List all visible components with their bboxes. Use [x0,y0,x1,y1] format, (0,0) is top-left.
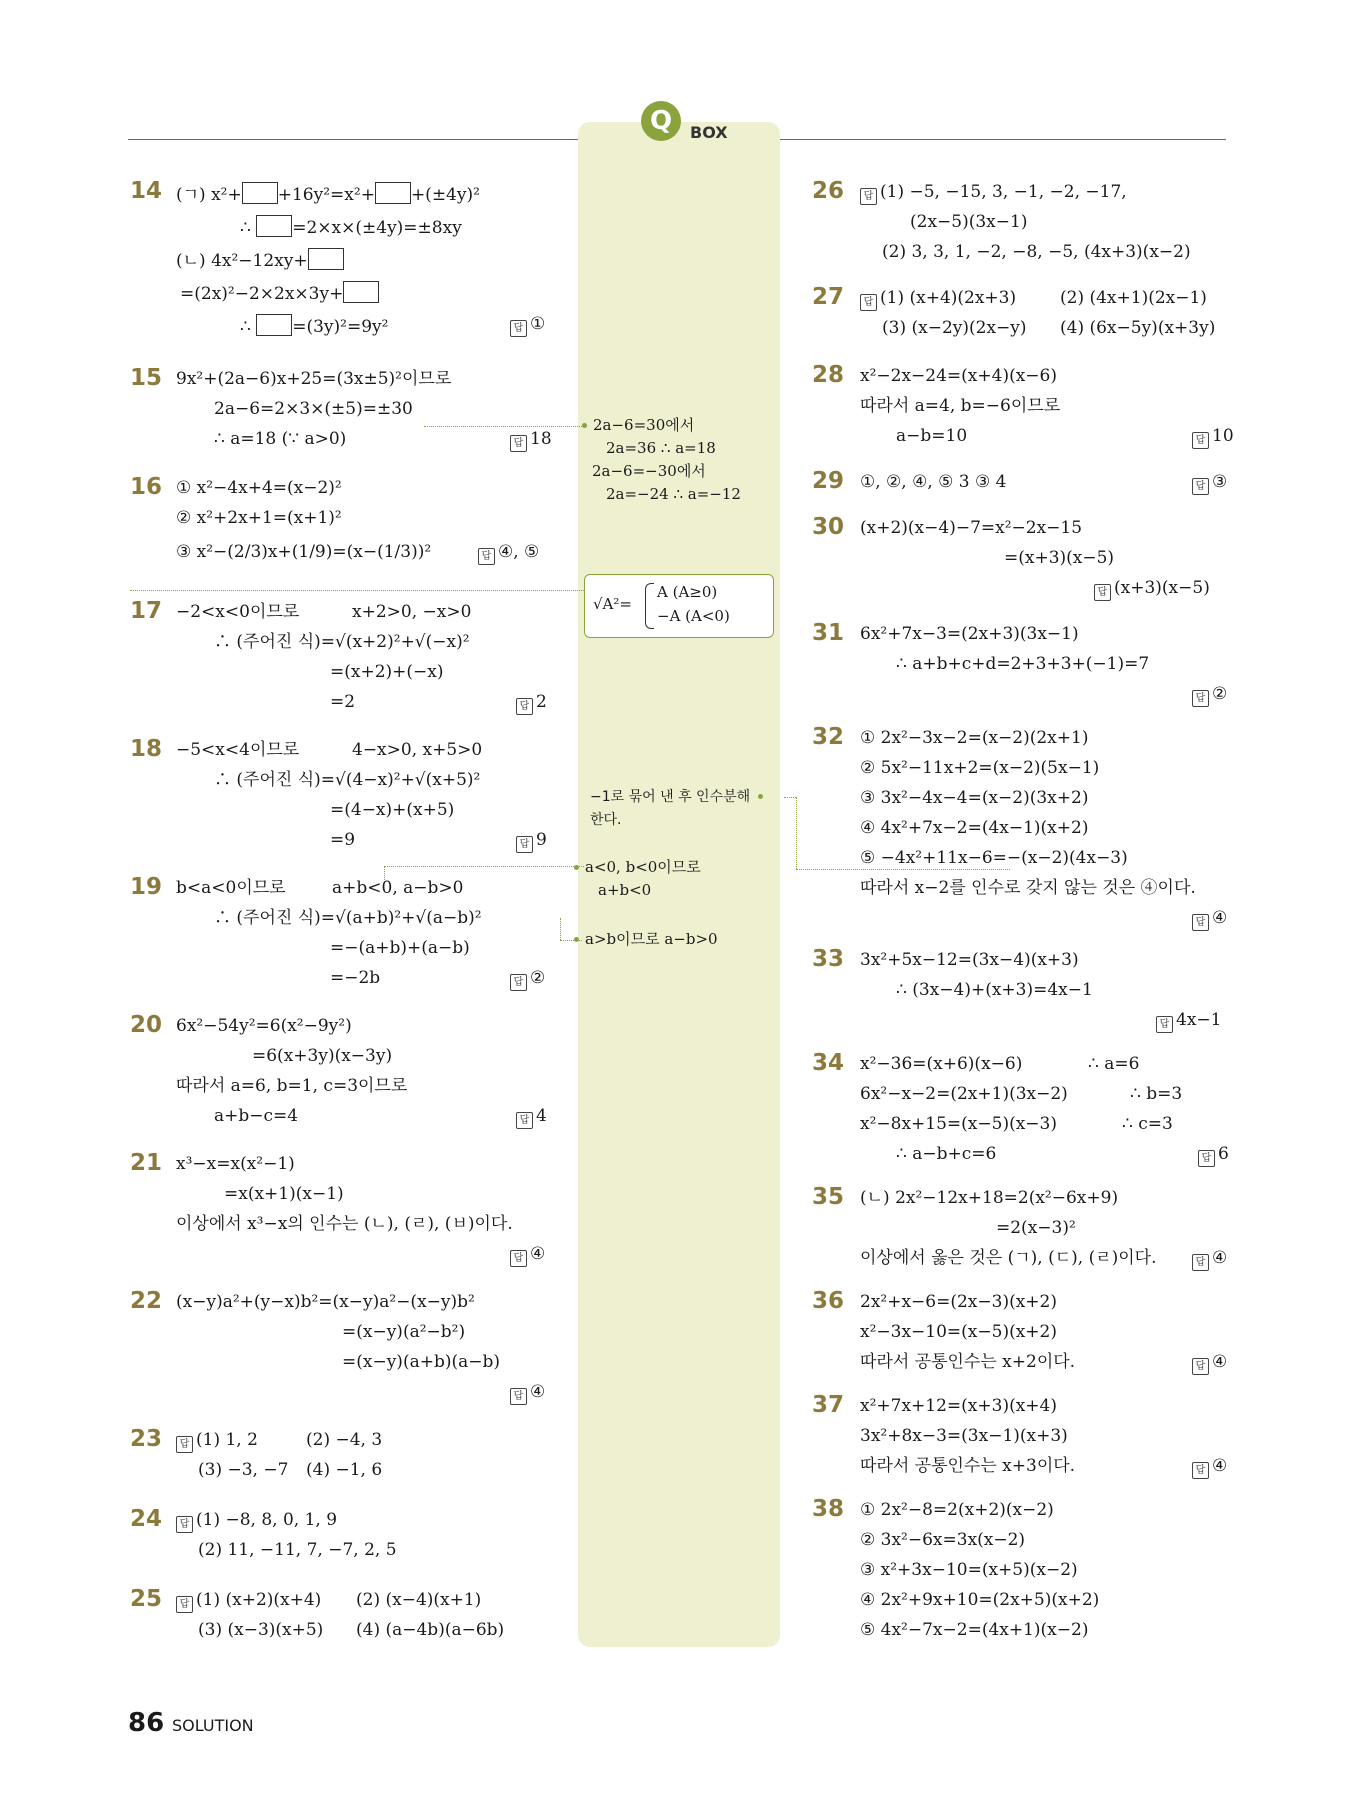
p22-line-2: =(x−y)(a²−b²) [342,1322,466,1342]
problem-number: 23 [130,1426,163,1452]
bullet-icon [758,794,763,799]
p26-line-2: (2x−5)(3x−1) [910,212,1028,232]
problem-number: 18 [130,736,163,762]
answer-icon: 답 [516,836,533,853]
p23-line-3: (3) −3, −7 [198,1460,289,1480]
p23-line-4: (4) −1, 6 [306,1460,383,1480]
note-32: −1로 묶어 낸 후 인수분해 한다. [590,786,769,832]
p21-line-3: 이상에서 x³−x의 인수는 (ㄴ), (ㄹ), (ㅂ)이다. [176,1214,513,1234]
problem-number: 20 [130,1012,163,1038]
p37-line-2: 3x²+8x−3=(3x−1)(x+3) [860,1426,1068,1446]
problem-number: 38 [812,1496,845,1522]
p25-line-2: (2) (x−4)(x+1) [356,1590,482,1610]
qbox-logo-text: BOX [690,123,728,142]
p14-line-a2: +16y²=x²+ [277,185,375,205]
answer: 답 ④ [510,1382,545,1405]
problem-number: 29 [812,468,845,494]
answer-icon: 답 [176,1436,193,1453]
p21-line-1: x³−x=x(x²−1) [176,1154,295,1174]
p36-line-1: 2x²+x−6=(2x−3)(x+2) [860,1292,1057,1312]
leader-line [130,590,584,591]
p38-line-3: ③ x²+3x−10=(x+5)(x−2) [860,1560,1078,1580]
answer-icon: 답 [1094,584,1111,601]
answer: 답 ② [1192,684,1227,707]
answer: 답 ④ [1192,1248,1227,1271]
p15-line-2: 2a−6=2×3×(±5)=±30 [214,399,413,419]
answer: 답 ④ [510,1244,545,1267]
leader-line [796,869,1010,870]
p38-line-2: ② 3x²−6x=3x(x−2) [860,1530,1026,1550]
bullet-icon [574,937,579,942]
p15-line-1: 9x²+(2a−6)x+25=(3x±5)²이므로 [176,369,452,389]
leader-line [784,797,796,798]
answer: 답 6 [1198,1144,1229,1167]
p37-line-1: x²+7x+12=(x+3)(x+4) [860,1396,1057,1416]
p19-line-3: ∴ (주어진 식)=√(a+b)²+√(a−b)² [214,908,482,928]
bullet-icon [574,865,579,870]
answer-icon: 답 [176,1516,193,1533]
problem-number: 14 [130,178,163,204]
p14-therefore2: ∴ [240,317,251,337]
p18-line-4: =(4−x)+(x+5) [330,800,455,820]
answer-icon: 답 [1192,478,1209,495]
bullet-icon [582,423,587,428]
blank-box [256,215,292,237]
p14-line-a3: +(±4y)² [410,185,480,205]
leader-line [384,866,584,867]
blank-box [375,182,411,204]
p18-line-1: −5<x<4이므로 [176,740,300,760]
p34-line-4: ∴ b=3 [1130,1084,1183,1104]
answer: 답 10 [1192,426,1234,449]
p17-line-2: x+2>0, −x>0 [352,602,472,622]
answer-icon: 답 [1192,690,1209,707]
p38-line-5: ⑤ 4x²−7x−2=(4x+1)(x−2) [860,1620,1089,1640]
p14-line-c: (ㄴ) 4x²−12xy+ [176,251,308,271]
answer-icon: 답 [510,1250,527,1267]
p23-line-1: (1) 1, 2 [196,1430,258,1450]
p31-line-1: 6x²+7x−3=(2x+3)(3x−1) [860,624,1079,644]
problem-number: 22 [130,1288,163,1314]
answer-icon: 답 [1192,432,1209,449]
problem-number: 27 [812,284,845,310]
answer-icon: 답 [510,974,527,991]
blank-box [242,182,278,204]
p34-line-1: x²−36=(x+6)(x−6) [860,1054,1023,1074]
p17-line-1: −2<x<0이므로 [176,602,300,622]
p35-line-3: 이상에서 옳은 것은 (ㄱ), (ㄷ), (ㄹ)이다. [860,1248,1157,1268]
p16-line-2: ② x²+2x+1=(x+1)² [176,508,342,528]
answer: 답 4 [516,1106,547,1129]
p32-line-6: 따라서 x−2를 인수로 갖지 않는 것은 ④이다. [860,878,1196,898]
p32-line-4: ④ 4x²+7x−2=(4x−1)(x+2) [860,818,1089,838]
problem-number: 21 [130,1150,163,1176]
p22-line-3: =(x−y)(a+b)(a−b) [342,1352,500,1372]
p34-line-3: 6x²−x−2=(2x+1)(3x−2) [860,1084,1068,1104]
p24-line-1: (1) −8, 8, 0, 1, 9 [196,1510,338,1530]
answer: 답 18 [510,429,552,452]
p14-therefore: ∴ [240,218,251,238]
sqrt-rule-lhs: √A²= [593,595,632,613]
p27-line-2: (2) (4x+1)(2x−1) [1060,288,1207,308]
p25-line-1: (1) (x+2)(x+4) [196,1590,322,1610]
p35-line-2: =2(x−3)² [996,1218,1076,1238]
answer-icon: 답 [1192,1358,1209,1375]
p25-line-4: (4) (a−4b)(a−6b) [356,1620,505,1640]
p34-line-7: ∴ a−b+c=6 [896,1144,997,1164]
p26-line-1: (1) −5, −15, 3, −1, −2, −17, [880,182,1127,202]
problem-number: 30 [812,514,845,540]
brace-icon [645,583,654,629]
problem-number: 35 [812,1184,845,1210]
p18-line-3: ∴ (주어진 식)=√(4−x)²+√(x+5)² [214,770,481,790]
note-19a: a<0, b<0이므로 a+b<0 [574,856,701,902]
leader-line [796,797,797,869]
answer-icon: 답 [510,435,527,452]
leader-line [560,918,561,940]
problem-number: 16 [130,474,163,500]
answer-icon: 답 [1198,1150,1215,1167]
p20-line-1: 6x²−54y²=6(x²−9y²) [176,1016,352,1036]
p28-line-1: x²−2x−24=(x+4)(x−6) [860,366,1057,386]
p32-line-5: ⑤ −4x²+11x−6=−(x−2)(4x−3) [860,848,1128,868]
p19-line-1: b<a<0이므로 [176,878,286,898]
answer: 답 ④ [1192,1456,1227,1479]
problem-number: 25 [130,1586,163,1612]
p32-line-2: ② 5x²−11x+2=(x−2)(5x−1) [860,758,1100,778]
p14-line-d: =(2x)²−2×2x×3y+ [180,284,344,304]
p15-line-3: ∴ a=18 (∵ a>0) [214,429,347,449]
answer: 답 ③ [1192,472,1227,495]
answer: 답 9 [516,830,547,853]
problem-number: 33 [812,946,845,972]
p19-line-4: =−(a+b)+(a−b) [330,938,470,958]
p32-line-1: ① 2x²−3x−2=(x−2)(2x+1) [860,728,1089,748]
p18-line-2: 4−x>0, x+5>0 [352,740,483,760]
answer-icon: 답 [510,320,527,337]
p19-line-5: =−2b [330,968,381,988]
problem-number: 31 [812,620,845,646]
blank-box [256,314,292,336]
answer: 답 ② [510,968,545,991]
p14-line-e: =(3y)²=9y² [292,317,389,337]
p27-line-3: (3) (x−2y)(2x−y) [882,318,1027,338]
p21-line-2: =x(x+1)(x−1) [224,1184,344,1204]
answer: 답 ④ [1192,1352,1227,1375]
problem-number: 24 [130,1506,163,1532]
problem-number: 37 [812,1392,845,1418]
p23-line-2: (2) −4, 3 [306,1430,383,1450]
p17-line-4: =(x+2)+(−x) [330,662,444,682]
p20-line-4: a+b−c=4 [214,1106,299,1126]
p38-line-4: ④ 2x²+9x+10=(2x+5)(x+2) [860,1590,1100,1610]
answer-icon: 답 [1192,914,1209,931]
note-15: 2a−6=30에서 2a=36 ∴ a=18 2a−6=−30에서 2a=−24 ∴ a=−12 [582,414,741,506]
p20-line-3: 따라서 a=6, b=1, c=3이므로 [176,1076,408,1096]
p33-line-1: 3x²+5x−12=(3x−4)(x+3) [860,950,1079,970]
sqrt-rule-case2: −A (A<0) [657,607,730,625]
problem-number: 28 [812,362,845,388]
problem-number: 36 [812,1288,845,1314]
p36-line-3: 따라서 공통인수는 x+2이다. [860,1352,1076,1372]
p20-line-2: =6(x+3y)(x−3y) [252,1046,393,1066]
answer: 답 ① [510,314,545,337]
answer-icon: 답 [1192,1462,1209,1479]
problem-number: 19 [130,874,163,900]
footer-label: SOLUTION [172,1716,254,1735]
page-number: 86 [128,1708,165,1738]
answer-icon: 답 [860,294,877,311]
answer-icon: 답 [1192,1254,1209,1271]
note-19b: a>b이므로 a−b>0 [574,928,718,951]
p34-line-6: ∴ c=3 [1122,1114,1173,1134]
answer: 답 4x−1 [1156,1010,1221,1033]
p27-line-1: (1) (x+4)(2x+3) [880,288,1017,308]
answer-icon: 답 [510,1388,527,1405]
blank-box [308,248,344,270]
sqrt-rule-case1: A (A≥0) [657,583,718,601]
p16-line-1: ① x²−4x+4=(x−2)² [176,478,342,498]
p18-line-5: =9 [330,830,356,850]
p36-line-2: x²−3x−10=(x−5)(x+2) [860,1322,1057,1342]
problem-number: 34 [812,1050,845,1076]
p28-line-2: 따라서 a=4, b=−6이므로 [860,396,1061,416]
problem-number: 32 [812,724,845,750]
p24-line-2: (2) 11, −11, 7, −7, 2, 5 [198,1540,397,1560]
p30-line-2: =(x+3)(x−5) [1004,548,1115,568]
answer: 답 ④, ⑤ [478,542,539,565]
p34-line-2: ∴ a=6 [1088,1054,1140,1074]
answer: 답 ④ [1192,908,1227,931]
p17-line-5: =2 [330,692,356,712]
p14-line-a1: (ㄱ) x²+ [176,185,242,205]
answer-icon: 답 [1156,1016,1173,1033]
p38-line-1: ① 2x²−8=2(x+2)(x−2) [860,1500,1054,1520]
p32-line-3: ③ 3x²−4x−4=(x−2)(3x+2) [860,788,1089,808]
problem-number: 17 [130,598,163,624]
p14-line-b: =2×x×(±4y)=±8xy [292,218,462,238]
p16-line-3: ③ x²−(2/3)x+(1/9)=(x−(1/3))² [176,542,432,562]
p31-line-2: ∴ a+b+c+d=2+3+3+(−1)=7 [896,654,1150,674]
answer-icon: 답 [176,1596,193,1613]
answer: 답 2 [516,692,547,715]
p19-line-2: a+b<0, a−b>0 [332,878,464,898]
p34-line-5: x²−8x+15=(x−5)(x−3) [860,1114,1057,1134]
p27-line-4: (4) (6x−5y)(x+3y) [1060,318,1216,338]
p33-line-2: ∴ (3x−4)+(x+3)=4x−1 [896,980,1093,1000]
problem-number: 15 [130,365,163,391]
blank-box [343,281,379,303]
qbox-logo-icon: Q [641,101,681,141]
p22-line-1: (x−y)a²+(y−x)b²=(x−y)a²−(x−y)b² [176,1292,475,1312]
p30-line-1: (x+2)(x−4)−7=x²−2x−15 [860,518,1083,538]
problem-number: 26 [812,178,845,204]
p29-line-1: ①, ②, ④, ⑤ 3 ③ 4 [860,472,1007,492]
p25-line-3: (3) (x−3)(x+5) [198,1620,324,1640]
p37-line-3: 따라서 공통인수는 x+3이다. [860,1456,1076,1476]
p26-line-3: (2) 3, 3, 1, −2, −8, −5, (4x+3)(x−2) [882,242,1191,262]
answer-icon: 답 [860,188,877,205]
answer-icon: 답 [516,1112,533,1129]
leader-line [384,866,385,880]
sqrt-rule-box [584,574,774,638]
p28-line-3: a−b=10 [896,426,968,446]
answer: 답 (x+3)(x−5) [1094,578,1210,601]
answer-icon: 답 [516,698,533,715]
p35-line-1: (ㄴ) 2x²−12x+18=2(x²−6x+9) [860,1188,1119,1208]
answer-icon: 답 [478,548,495,565]
p17-line-3: ∴ (주어진 식)=√(x+2)²+√(−x)² [214,632,470,652]
leader-line [424,426,582,427]
